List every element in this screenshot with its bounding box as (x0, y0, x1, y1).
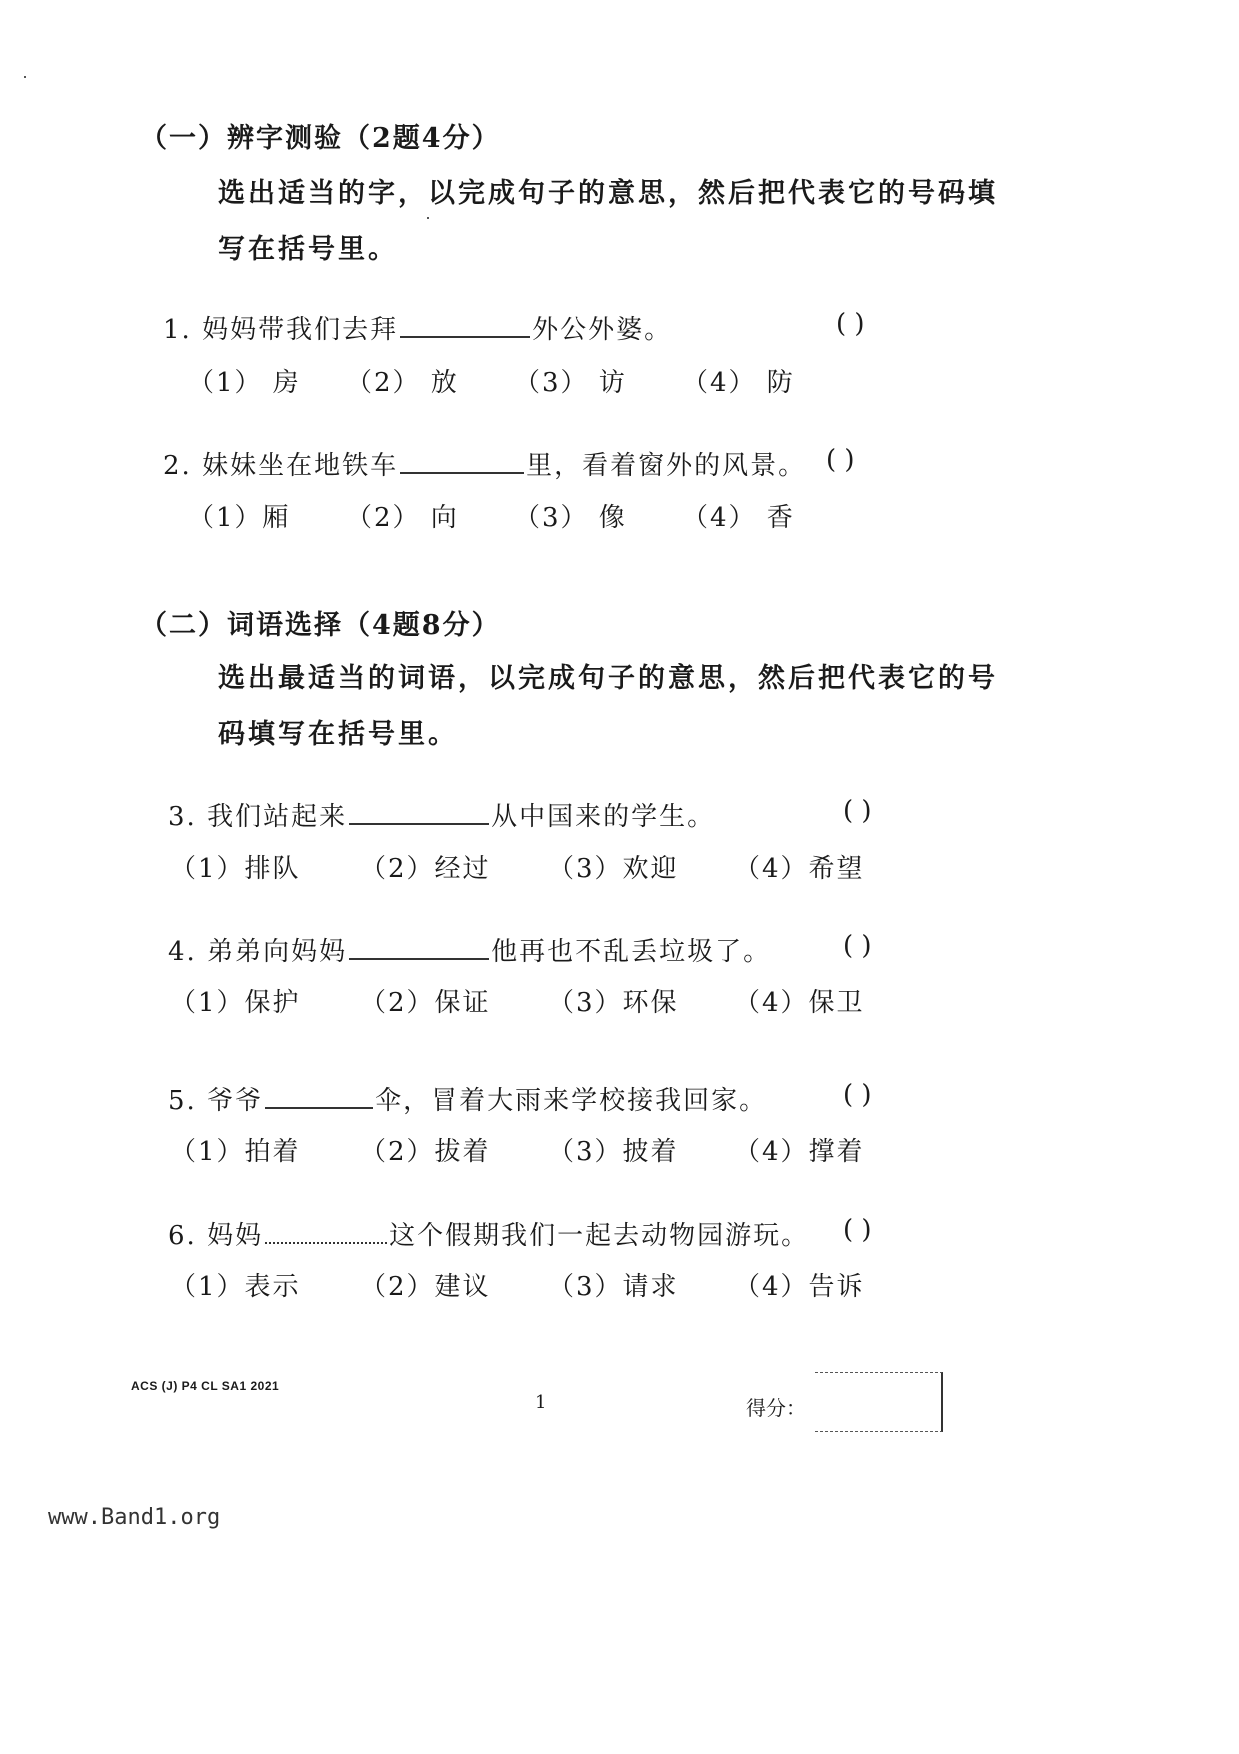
answer-parentheses-5[interactable]: ( ) (843, 1080, 872, 1110)
section-1-instruction-cont: 写在括号里。 (218, 234, 398, 265)
question-5-stem-end: 伞，冒着大雨来学校接我回家。 (375, 1086, 768, 1116)
section-1-instruction: 选出适当的字，以完成句子的意思，然后把代表它的号码填 (218, 178, 998, 209)
option: （1）保护 (170, 988, 301, 1018)
option: （2）建议 (360, 1272, 491, 1302)
option: （1）排队 (170, 854, 301, 884)
question-2-stem-end: 里，看着窗外的风景。 (526, 451, 807, 481)
answer-blank[interactable] (349, 957, 489, 960)
answer-blank[interactable] (265, 1106, 373, 1109)
question-3-options (170, 848, 890, 882)
option: （4）保卫 (734, 988, 865, 1018)
answer-parentheses-4[interactable]: ( ) (843, 931, 872, 961)
option: （4）撑着 (734, 1137, 865, 1167)
option: （3） 访 (514, 368, 627, 398)
option: （1）拍着 (170, 1137, 301, 1167)
question-3-stem: 3. 我们站起来 (168, 802, 348, 832)
option: （3）请求 (548, 1272, 679, 1302)
question-1-stem-end: 外公外婆。 (532, 315, 673, 345)
question-2-options (188, 497, 888, 531)
section-1-title: （一）辨字测验（2题4分） (140, 123, 501, 154)
option: （1）厢 (188, 503, 291, 533)
answer-parentheses-6[interactable]: ( ) (843, 1215, 872, 1245)
option: （3）披着 (548, 1137, 679, 1167)
question-6 (168, 1215, 809, 1252)
option: （1）表示 (170, 1272, 301, 1302)
question-4 (168, 931, 771, 968)
question-5-options (170, 1131, 890, 1165)
option: （3）欢迎 (548, 854, 679, 884)
answer-blank[interactable] (400, 335, 530, 338)
option: （3） 像 (514, 503, 627, 533)
question-4-stem-end: 他再也不乱丢垃圾了。 (491, 937, 772, 967)
question-2 (163, 445, 806, 482)
section-2-instruction-cont: 码填写在括号里。 (218, 719, 458, 750)
score-label: 得分： (746, 1396, 806, 1420)
page-number: 1 (535, 1392, 547, 1413)
question-6-stem: 6. 妈妈 (168, 1221, 264, 1251)
question-4-stem: 4. 弟弟向妈妈 (168, 937, 348, 967)
option: （4） 防 (682, 368, 795, 398)
section-2-instruction: 选出最适当的词语，以完成句子的意思，然后把代表它的号 (218, 663, 998, 694)
question-3-stem-end: 从中国来的学生。 (491, 802, 716, 832)
option: （2）拔着 (360, 1137, 491, 1167)
paper-code: ACS (J) P4 CL SA1 2021 (131, 1379, 280, 1393)
question-4-options (170, 982, 890, 1016)
question-2-stem: 2. 妹妹坐在地铁车 (163, 451, 399, 481)
question-5 (168, 1080, 767, 1117)
question-5-stem: 5. 爷爷 (168, 1086, 264, 1116)
scan-dot (427, 217, 429, 219)
option: （2）经过 (360, 854, 491, 884)
question-1-stem: 1. 妈妈带我们去拜 (163, 315, 399, 345)
scan-dot (24, 76, 26, 78)
option: （4）希望 (734, 854, 865, 884)
option: （2） 向 (346, 503, 459, 533)
option: （2） 放 (346, 368, 459, 398)
score-box[interactable] (815, 1372, 943, 1432)
answer-blank[interactable] (265, 1241, 387, 1244)
question-1 (163, 309, 672, 346)
answer-parentheses-1[interactable]: ( ) (836, 309, 865, 339)
answer-parentheses-3[interactable]: ( ) (843, 796, 872, 826)
option: （4） 香 (682, 503, 795, 533)
option: （1） 房 (188, 368, 301, 398)
answer-parentheses-2[interactable]: ( ) (826, 445, 855, 475)
answer-blank[interactable] (349, 822, 489, 825)
option: （2）保证 (360, 988, 491, 1018)
answer-blank[interactable] (400, 471, 524, 474)
option: （3）环保 (548, 988, 679, 1018)
question-6-options (170, 1266, 890, 1300)
question-6-stem-end: 这个假期我们一起去动物园游玩。 (389, 1221, 810, 1251)
question-1-options (188, 362, 888, 396)
watermark: www.Band1.org (48, 1505, 221, 1530)
option: （4）告诉 (734, 1272, 865, 1302)
section-2-title: （二）词语选择（4题8分） (140, 610, 501, 641)
question-3 (168, 796, 715, 833)
